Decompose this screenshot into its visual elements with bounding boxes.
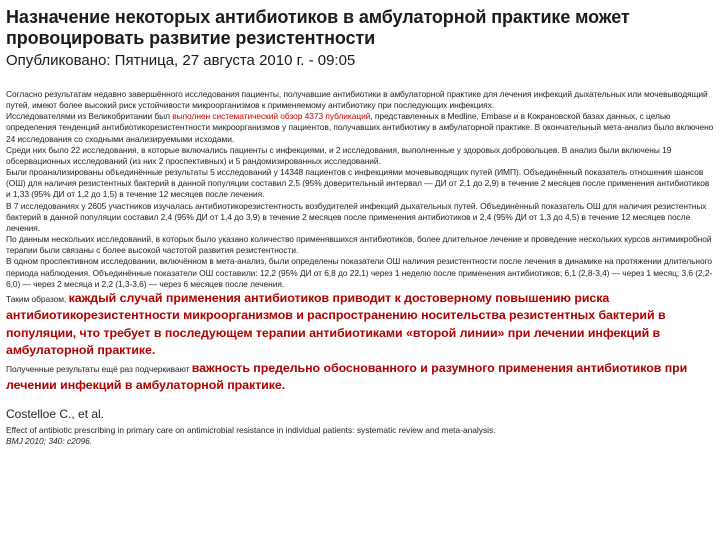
conclusion-emphasis: каждый случай применения антибиотиков приводит к достоверному повышению риска антибиотикорезистентности микроорганизмов и распространению носительства резистентных бактерий в популяции, что требует в последующем терапии антибиотиками «второй линии» при лечении инфекций в амбулаторной практике.: [6, 290, 666, 358]
conclusion-lead: Таким образом,: [6, 293, 69, 304]
publication-date: Опубликовано: Пятница, 27 августа 2010 г. - 09:05: [6, 52, 356, 69]
paragraph-prospective: В одном проспективном исследовании, включённом в мета-анализ, были определены показатели ОШ наличия резистентности после лечения в динамике на протяжении длительного периода наблюдения. Объединённые показатели ОШ составили: 12,2 (95% ДИ от 6,8 до 22,1) через 1 неделю после применения антибиотиков; 6,1 (2,8-3,4) — через 1 месяц; 3,6 (2,2-6,0) — через 2 месяца и 2,2 (1,3-3,6) — через 6 месяцев после лечения.: [6, 256, 713, 289]
paragraph-review: [6, 111, 714, 144]
reference-journal: BMJ 2010; 340: c2096.: [6, 435, 93, 446]
reference-title: Effect of antibiotic prescribing in primary care on antimicrobial resistance in individual patients: systematic review and meta-analysis.: [6, 424, 496, 435]
article-title: Назначение некоторых антибиотиков в амбулаторной практике может провоцировать развитие резистентности: [6, 7, 630, 48]
paragraph-duration: По данным нескольких исследований, в которых было указано количество применявшихся антибиотиков, более длительное лечение и проведение нескольких курсов антимикробной терапии были связаны с более высокой частотой развития резистентности.: [6, 234, 712, 256]
paragraph-uti: Были проанализированы объединённые результаты 5 исследований у 14348 пациентов с инфекциями мочевыводящих путей (ИМП). Объединённый показатель отношения шансов (ОШ) для наличия резистентных бактерий в данной популяции составил 2,5 (95% доверительный интервал — ДИ от 2,1 до 2,9) в течение 2 месяцев после применения антибиотиков и 1,33 (95% ДИ от 1,2 до 1,5) в течение 12 месяцев после лечения.: [6, 167, 710, 200]
paragraph-studies: Среди них было 22 исследования, в которые включались пациенты с инфекциями, и 2 исследования, выполненные у здоровых добровольцев. В анализ были включены 19 обсервационных исследований (из них 2 проспективных) и 5 рандомизированных исследований.: [6, 144, 672, 166]
paragraph-respiratory: В 7 исследованиях у 2605 участников изучалась антибиотикорезистентность возбудителей инфекций дыхательных путей. Объединённый показатель ОШ для наличия резистентных бактерий в данной популяции составил 2,4 (95% ДИ от 1,4 до 3,9) в течение 2 месяцев после применения антибиотиков и 2,4 (95% ДИ от 1,3 до 4,5) в течение 12 месяцев после лечения.: [6, 200, 707, 233]
paragraph-importance: [6, 360, 714, 395]
importance-lead: Полученные результаты ещё раз подчеркивают: [6, 363, 192, 374]
paragraph-conclusion: [6, 290, 714, 360]
article: [6, 0, 714, 447]
review-text-start: Исследователями из Великобритании был: [6, 111, 173, 122]
article-body: [6, 89, 714, 395]
review-text-end: , представленных в Medline, Embase и в Кокрановской базах данных, с целью определения тенденций антибиотикорезистентности микроорганизмов у пациентов, получавших антибиотику в амбулаторной практике. В окончательный мета-анализ было включено 24 исследования со сходными анализируемыми исходами.: [6, 111, 714, 144]
importance-emphasis: важность предельно обоснованного и разумного применения антибиотиков при лечении инфекций в амбулаторной практике.: [6, 360, 688, 393]
paragraph-intro: Согласно результатам недавно завершённого исследования пациенты, получавшие антибиотики в амбулаторной практике для лечения инфекций дыхательных или мочевыводящий путей, имеют более высокий риск устойчивости микроорганизмов к применяемому антибиотику при последующих инфекциях.: [6, 89, 708, 111]
review-link[interactable]: выполнен систематический обзор 4373 публикаций: [172, 111, 371, 122]
reference-authors: Costelloe C., et al.: [6, 406, 105, 421]
